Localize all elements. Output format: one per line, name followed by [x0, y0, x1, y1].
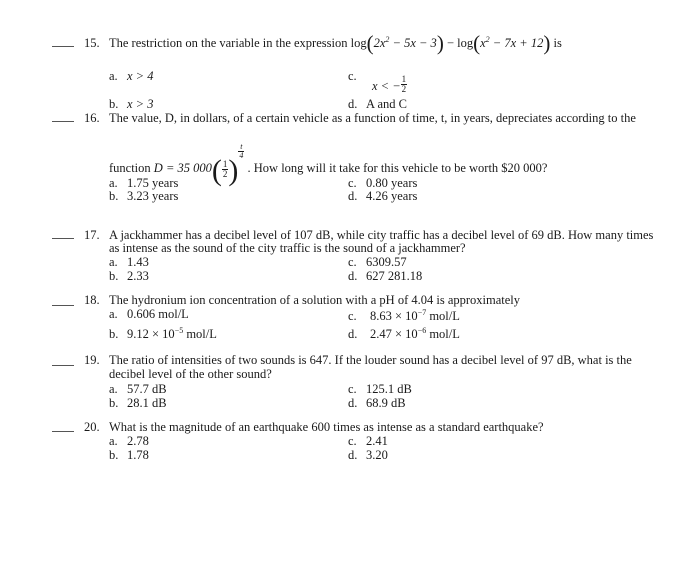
option-d[interactable] [348, 327, 460, 341]
option-a[interactable] [109, 255, 149, 269]
option-b[interactable] [109, 327, 217, 341]
option-text: 68.9 dB [366, 396, 406, 410]
option-text: 125.1 dB [366, 382, 412, 396]
answer-blank[interactable] [52, 305, 74, 306]
log-2: log [457, 36, 474, 50]
option-exponent: −6 [417, 326, 427, 335]
option-label: d. [348, 448, 358, 462]
option-label: c. [348, 309, 357, 323]
option-text: 6309.57 [366, 255, 407, 269]
option-text: x > 3 [127, 97, 154, 111]
answer-blank[interactable] [52, 365, 74, 366]
arg2-rest: − 7x + 12 [489, 36, 544, 50]
option-label: c. [348, 255, 357, 269]
option-a[interactable] [109, 69, 153, 83]
answer-blank[interactable] [52, 238, 74, 239]
question-number: 15. [84, 36, 100, 50]
option-label: d. [348, 269, 358, 283]
option-exponent: −5 [174, 326, 184, 335]
option-d[interactable] [348, 269, 422, 283]
option-a[interactable] [109, 176, 178, 190]
question-stem: The hydronium ion concentration of a solution with a pH of 4.04 is approximately [109, 293, 521, 307]
stem-prefix: function [109, 161, 151, 175]
option-label: c. [348, 382, 357, 396]
formula-lhs: D = 35 000 [153, 161, 212, 175]
arg1-rest: − 5x − 3 [389, 36, 437, 50]
option-text: 1.75 years [127, 176, 179, 190]
arg2-term: x [480, 36, 486, 50]
option-unit: mol/L [183, 327, 217, 341]
option-text: 2.33 [127, 269, 149, 283]
option-label: c. [348, 69, 357, 83]
question-stem: What is the magnitude of an earthquake 600 times as intense as a standard earthquake? [109, 420, 544, 434]
log-expression: $\log(2x^2 - 5x - 3) - \log(x^2 - 7x + 12)$ [350, 31, 551, 55]
option-text: 4.26 years [366, 189, 418, 203]
option-c[interactable] [348, 434, 388, 448]
base-fraction: $\frac{1}{2}$ [222, 158, 228, 179]
option-text: 1.43 [127, 255, 149, 269]
option-text: x > 4 [127, 69, 154, 83]
stem-suffix: is [553, 36, 562, 50]
option-text: 2.78 [127, 434, 149, 448]
option-b[interactable] [109, 396, 167, 410]
question-number: 19. [84, 353, 100, 367]
option-label: a. [109, 69, 118, 83]
question-stem-line-1: The value, D, in dollars, of a certain vehicle as a function of time, t, in years, depreciates according to the [109, 111, 636, 125]
option-text: 3.23 years [127, 189, 179, 203]
option-unit: mol/L [426, 327, 460, 341]
option-label: a. [109, 307, 118, 321]
fraction-one-half: $\frac{1}{2}$ [401, 74, 407, 94]
option-label: c. [348, 176, 357, 190]
option-text: x < − [372, 79, 401, 93]
option-c[interactable] [348, 309, 460, 323]
option-label: a. [109, 382, 118, 396]
option-mantissa: 9.12 × 10 [127, 327, 175, 341]
option-label: a. [109, 434, 118, 448]
option-text: 627 281.18 [366, 269, 423, 283]
exponent-fraction: $\frac{t}{4}$ [239, 142, 244, 160]
option-label: d. [348, 327, 358, 341]
option-a[interactable] [109, 434, 149, 448]
option-label: d. [348, 189, 358, 203]
option-c[interactable] [348, 382, 412, 396]
option-d[interactable] [348, 97, 407, 111]
option-b[interactable] [109, 448, 149, 462]
answer-blank[interactable] [52, 46, 74, 47]
question-stem-line-2: decibel level of the other sound? [109, 367, 272, 381]
option-a[interactable] [109, 382, 167, 396]
question-stem-line-2: as intense as the sound of the city traffic is the sound of a jackhammer? [109, 241, 466, 255]
option-d[interactable] [348, 448, 388, 462]
option-b[interactable] [109, 269, 149, 283]
option-label: b. [109, 448, 119, 462]
option-label: a. [109, 255, 118, 269]
option-label: a. [109, 176, 118, 190]
option-label: b. [109, 396, 119, 410]
option-mantissa: 8.63 × 10 [370, 309, 418, 323]
option-label: b. [109, 327, 119, 341]
stem-prefix: The restriction on the variable in the expression [109, 36, 348, 50]
option-c[interactable] [348, 176, 417, 190]
answer-blank[interactable] [52, 121, 74, 122]
option-exponent: −7 [417, 308, 427, 317]
option-text: 28.1 dB [127, 396, 167, 410]
option-text: 2.41 [366, 434, 388, 448]
option-text: 0.606 mol/L [127, 307, 189, 321]
arg1-exponent: 2 [385, 35, 390, 44]
option-text: 0.80 years [366, 176, 418, 190]
question-number: 17. [84, 228, 100, 242]
question-stem-line-1: The ratio of intensities of two sounds is 647. If the louder sound has a decibel level of 97 dB, what is the [109, 353, 632, 367]
option-d[interactable] [348, 189, 417, 203]
option-label: d. [348, 396, 358, 410]
option-text: 3.20 [366, 448, 388, 462]
log-1: log [350, 36, 367, 50]
answer-blank[interactable] [52, 431, 74, 432]
option-b[interactable] [109, 97, 153, 111]
depreciation-formula: D = 35 000( $\frac{1}{2}$ ) $\frac{t}{4}$ [153, 142, 244, 187]
option-c[interactable] [348, 255, 407, 269]
option-text: A and C [366, 97, 407, 111]
arg1-term: 2x [373, 36, 386, 50]
option-d[interactable] [348, 396, 406, 410]
stem-suffix: . How long will it take for this vehicle to be worth $20 000? [247, 161, 548, 175]
option-label: c. [348, 434, 357, 448]
minus-sign: − [443, 36, 458, 50]
option-a[interactable] [109, 307, 189, 321]
option-unit: mol/L [426, 309, 460, 323]
question-number: 16. [84, 111, 100, 125]
option-b[interactable] [109, 189, 178, 203]
option-text: 57.7 dB [127, 382, 167, 396]
option-mantissa: 2.47 × 10 [370, 327, 418, 341]
question-number: 20. [84, 420, 100, 434]
question-stem [109, 31, 669, 55]
option-label: d. [348, 97, 358, 111]
option-label: b. [109, 189, 119, 203]
option-label: b. [109, 97, 119, 111]
option-c[interactable] [348, 69, 407, 94]
option-label: b. [109, 269, 119, 283]
arg2-exponent: 2 [485, 35, 490, 44]
option-text: 1.78 [127, 448, 149, 462]
question-stem-line-1: A jackhammer has a decibel level of 107 dB, while city traffic has a decibel level of 69 dB. How many times [109, 228, 654, 242]
question-number: 18. [84, 293, 100, 307]
